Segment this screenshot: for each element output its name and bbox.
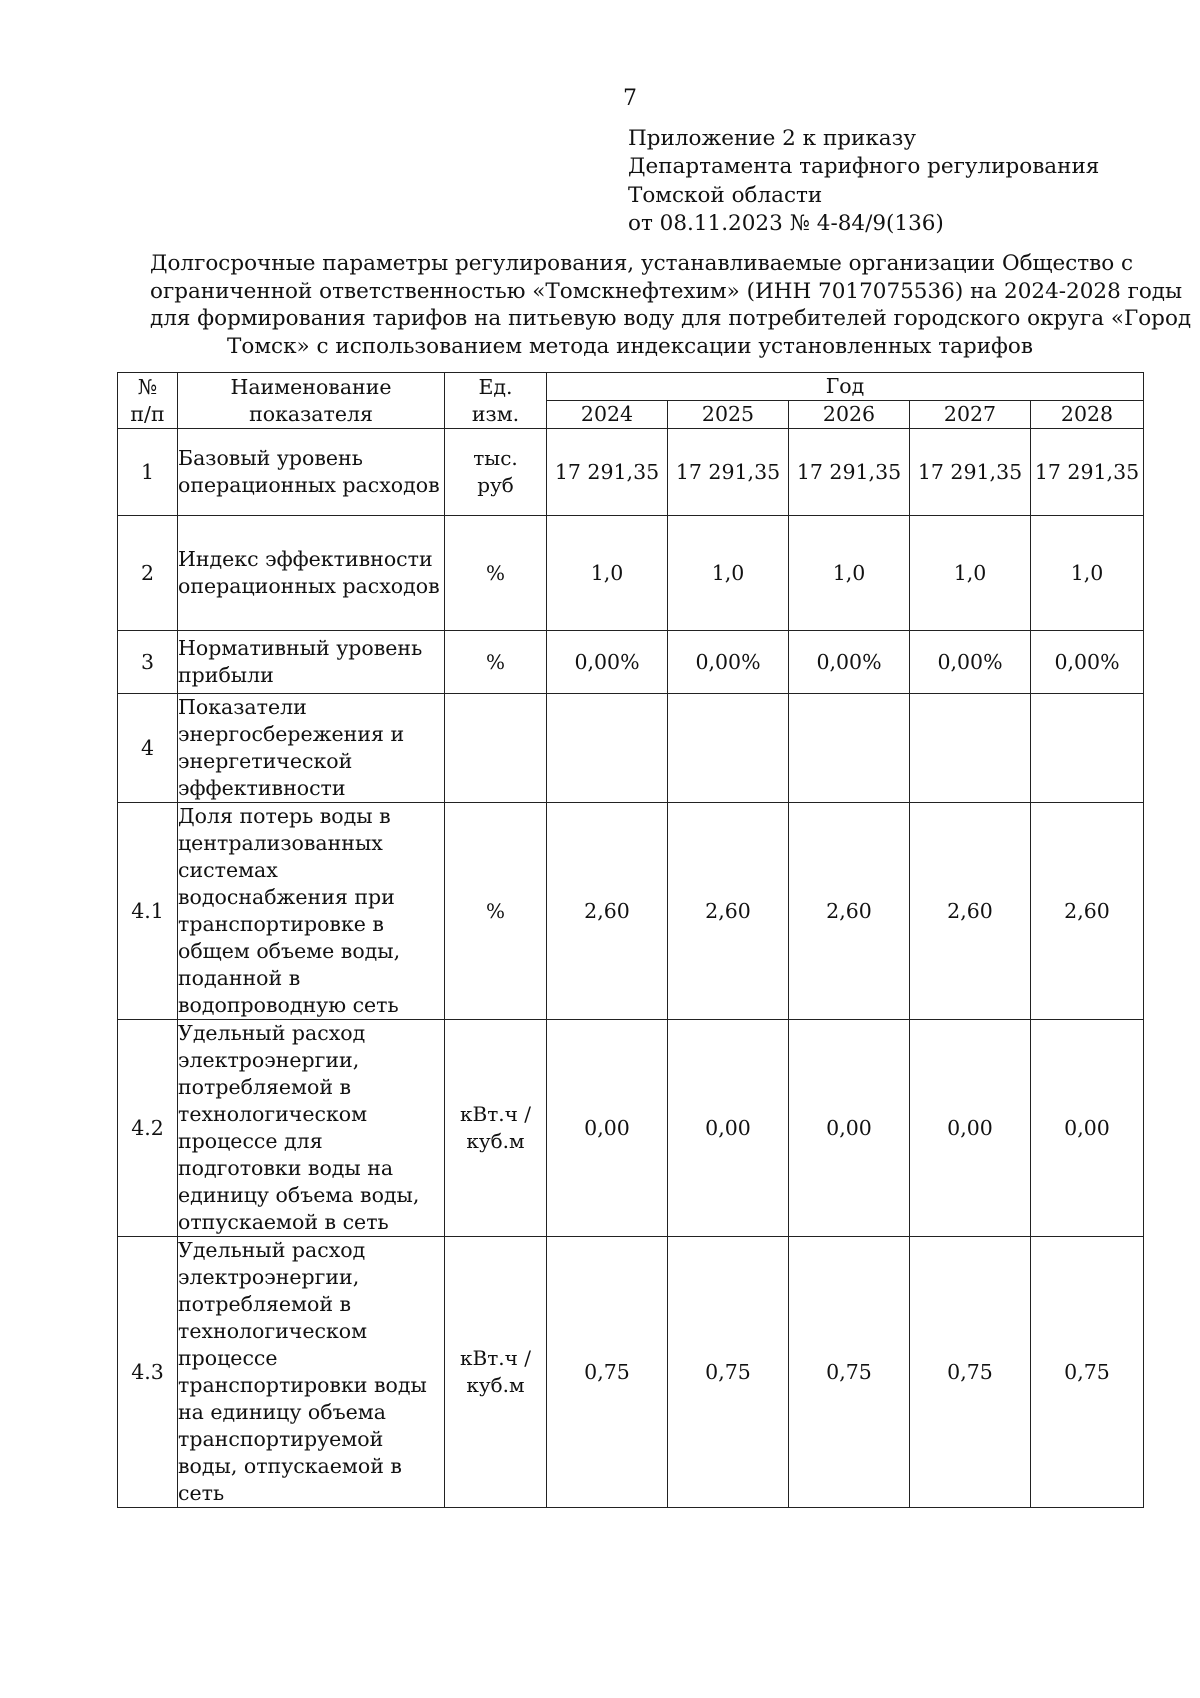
row-number: 4.2 (118, 1020, 178, 1237)
title-line: для формирования тарифов на питьевую воду для потребителей городского округа «Город (150, 306, 1192, 331)
header-year-2028: 2028 (1031, 401, 1144, 429)
row-unit (445, 631, 547, 694)
value-2025: 0,00 (668, 1020, 789, 1237)
value-2024: 2,60 (547, 803, 668, 1020)
name-line: сеть (178, 1481, 225, 1505)
table-header-row (118, 373, 1144, 401)
name-line: эффективности (178, 776, 346, 800)
value-2027: 0,00 (910, 1020, 1031, 1237)
value-2027 (910, 694, 1031, 803)
header-year: Год (547, 373, 1144, 401)
row-number: 4.1 (118, 803, 178, 1020)
name-line: Удельный расход (178, 1021, 366, 1045)
name-line: водопроводную сеть (178, 993, 399, 1017)
value-2026 (789, 694, 910, 803)
header-year-2024: 2024 (547, 401, 668, 429)
row-unit (445, 516, 547, 631)
unit-line: куб.м (466, 1373, 525, 1397)
value-2027: 0,75 (910, 1237, 1031, 1508)
value-2028: 0,75 (1031, 1237, 1144, 1508)
name-line: Доля потерь воды в (178, 804, 391, 828)
header-year-2025: 2025 (668, 401, 789, 429)
value-2025: 0,75 (668, 1237, 789, 1508)
name-line: подготовки воды на (178, 1156, 394, 1180)
name-line: централизованных (178, 831, 383, 855)
name-line: потребляемой в (178, 1292, 352, 1316)
page-number: 7 (623, 86, 637, 111)
table-row (118, 1237, 1144, 1508)
header-year-2026: 2026 (789, 401, 910, 429)
name-line: транспортировки воды (178, 1373, 427, 1397)
header-year-2027: 2027 (910, 401, 1031, 429)
name-line: технологическом (178, 1319, 368, 1343)
header-num-line1: № (137, 374, 158, 399)
row-unit (445, 1237, 547, 1508)
header-unit-line1: Ед. (478, 374, 513, 399)
header-name (178, 373, 445, 429)
name-line: поданной в (178, 966, 301, 990)
value-2025: 0,00% (668, 631, 789, 694)
name-line: прибыли (178, 663, 274, 687)
name-line: на единицу объема (178, 1400, 386, 1424)
name-line: единицу объема воды, (178, 1183, 420, 1207)
row-unit (445, 803, 547, 1020)
appendix-header (628, 125, 1099, 238)
title-line: ограниченной ответственностью «Томскнефтехим» (ИНН 7017075536) на 2024-2028 годы (150, 278, 1183, 304)
row-number: 1 (118, 429, 178, 516)
name-line: общем объеме воды, (178, 939, 401, 963)
row-indicator-name (178, 1237, 445, 1508)
value-2028: 0,00% (1031, 631, 1144, 694)
value-2024: 17 291,35 (547, 429, 668, 516)
name-line: потребляемой в (178, 1075, 352, 1099)
value-2027: 2,60 (910, 803, 1031, 1020)
name-line: операционных расходов (178, 473, 440, 497)
header-name-line2: показателя (249, 401, 373, 426)
value-2024: 1,0 (547, 516, 668, 631)
document-title (150, 250, 1192, 360)
value-2027: 17 291,35 (910, 429, 1031, 516)
title-line: Долгосрочные параметры регулирования, устанавливаемые организации Общество с (150, 251, 1134, 276)
name-line: процессе (178, 1346, 278, 1370)
row-unit (445, 694, 547, 803)
row-number: 4.3 (118, 1237, 178, 1508)
value-2027: 1,0 (910, 516, 1031, 631)
value-2026: 0,00 (789, 1020, 910, 1237)
unit-line: % (485, 560, 505, 585)
row-number: 3 (118, 631, 178, 694)
row-indicator-name (178, 429, 445, 516)
appendix-line: Томской области (628, 182, 823, 208)
table-row (118, 1020, 1144, 1237)
unit-line: % (485, 649, 505, 674)
value-2024: 0,00 (547, 1020, 668, 1237)
value-2025: 17 291,35 (668, 429, 789, 516)
value-2024: 0,75 (547, 1237, 668, 1508)
value-2026: 17 291,35 (789, 429, 910, 516)
name-line: транспортируемой (178, 1427, 384, 1451)
name-line: операционных расходов (178, 574, 440, 598)
appendix-line: Приложение 2 к приказу (628, 126, 917, 151)
row-indicator-name (178, 803, 445, 1020)
row-indicator-name (178, 631, 445, 694)
value-2024 (547, 694, 668, 803)
name-line: Удельный расход (178, 1238, 366, 1262)
name-line: водоснабжения при (178, 885, 395, 909)
value-2026: 0,00% (789, 631, 910, 694)
name-line: электроэнергии, (178, 1048, 360, 1072)
table-row (118, 803, 1144, 1020)
name-line: технологическом (178, 1102, 368, 1126)
name-line: энергетической (178, 749, 353, 773)
name-line: воды, отпускаемой в (178, 1454, 402, 1478)
table-row (118, 694, 1144, 803)
value-2026: 0,75 (789, 1237, 910, 1508)
value-2026: 2,60 (789, 803, 910, 1020)
name-line: процессе для (178, 1129, 323, 1153)
header-unit (445, 373, 547, 429)
name-line: транспортировке в (178, 912, 384, 936)
row-indicator-name (178, 516, 445, 631)
name-line: Нормативный уровень (178, 636, 423, 660)
value-2025 (668, 694, 789, 803)
unit-line: куб.м (466, 1129, 525, 1153)
row-number: 2 (118, 516, 178, 631)
row-unit (445, 1020, 547, 1237)
name-line: Базовый уровень (178, 446, 363, 470)
value-2028: 17 291,35 (1031, 429, 1144, 516)
value-2027: 0,00% (910, 631, 1031, 694)
name-line: электроэнергии, (178, 1265, 360, 1289)
header-unit-line2: изм. (471, 401, 520, 426)
unit-line: тыс. (473, 446, 518, 470)
name-line: Индекс эффективности (178, 547, 433, 571)
row-indicator-name (178, 694, 445, 803)
unit-line: руб (477, 473, 514, 497)
unit-line: кВт.ч / (460, 1346, 531, 1370)
unit-line: кВт.ч / (460, 1102, 531, 1126)
table-row (118, 631, 1144, 694)
row-indicator-name (178, 1020, 445, 1237)
value-2025: 2,60 (668, 803, 789, 1020)
table-row (118, 516, 1144, 631)
header-num-line2: п/п (130, 401, 165, 426)
name-line: системах (178, 858, 278, 882)
name-line: Показатели (178, 695, 307, 719)
row-unit (445, 429, 547, 516)
value-2026: 1,0 (789, 516, 910, 631)
header-num (118, 373, 178, 429)
value-2028: 1,0 (1031, 516, 1144, 631)
table-row (118, 429, 1144, 516)
title-line: Томск» с использованием метода индексации установленных тарифов (227, 333, 1033, 359)
row-number: 4 (118, 694, 178, 803)
name-line: отпускаемой в сеть (178, 1210, 389, 1234)
value-2028 (1031, 694, 1144, 803)
appendix-line: от 08.11.2023 № 4-84/9(136) (628, 210, 944, 236)
header-name-line1: Наименование (230, 374, 392, 399)
parameters-table (117, 372, 1144, 1508)
appendix-line: Департамента тарифного регулирования (628, 154, 1100, 180)
value-2025: 1,0 (668, 516, 789, 631)
value-2028: 2,60 (1031, 803, 1144, 1020)
value-2024: 0,00% (547, 631, 668, 694)
name-line: энергосбережения и (178, 722, 405, 746)
value-2028: 0,00 (1031, 1020, 1144, 1237)
unit-line: % (485, 898, 505, 923)
